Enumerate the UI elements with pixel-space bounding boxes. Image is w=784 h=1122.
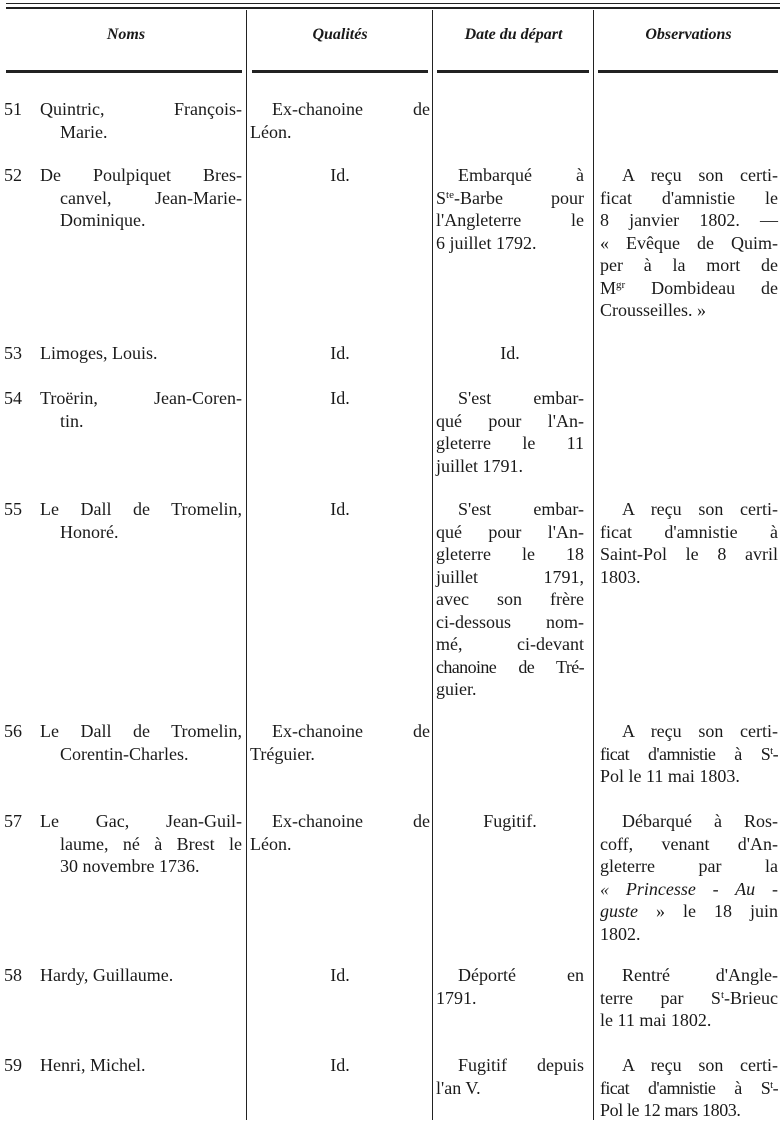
header-observations: Observations (645, 26, 732, 43)
date-cell: Fugitif. (483, 811, 537, 831)
name-cell: Troërin, Jean-Coren- tin. (40, 388, 242, 431)
name-cell: Le Dall de Tromelin, Corentin-Charles. (40, 721, 242, 764)
row-number: 57 (4, 811, 22, 831)
name-cell: Le Dall de Tromelin, Honoré. (40, 499, 242, 542)
qualite-cell: Ex-chanoine de Léon. (250, 99, 430, 142)
qualite-cell: Id. (330, 165, 350, 185)
row-number: 51 (4, 99, 22, 119)
observations-cell: A reçu son certi- ficat d'amnistie à $S^t-$ Pol le 12 mars 1803. (600, 1055, 778, 1120)
top-rule-thin (6, 3, 780, 4)
date-cell: Embarqué à $S^{te}$-Barbe pour l'Angleterre le 6 juillet 1792. (436, 165, 584, 253)
observations-cell: A reçu son certi- ficat d'amnistie à $S^t-$ Pol le 11 mai 1803. (600, 721, 778, 786)
header-qualites: Qualités (312, 26, 368, 43)
row-number: 59 (4, 1055, 22, 1075)
qualite-cell: Id. (330, 499, 350, 519)
qualite-cell: Id. (330, 388, 350, 408)
name-cell: Hardy, Guillaume. (40, 965, 174, 985)
row-number: 54 (4, 388, 22, 408)
name-cell: Henri, Michel. (40, 1055, 146, 1075)
row-number: 52 (4, 165, 22, 185)
qualite-cell: Id. (330, 1055, 350, 1075)
observations-cell: A reçu son certi- ficat d'amnistie le 8 janvier 1802. — « Evêque de Quim- per à la mort de $M^{gr}$ Dombideau de Crousseilles. » (600, 165, 778, 320)
date-cell: S'est embar- qué pour l'An- gleterre le 18 juillet 1791, avec son frère ci-dessous nom- mé, ci-devant chanoine de Tré- guier. (436, 499, 584, 699)
date-cell: Fugitif depuis l'an V. (436, 1055, 584, 1098)
date-cell: Id. (500, 343, 520, 363)
name-cell: De Poulpiquet Bres- canvel, Jean-Marie- Dominique. (40, 165, 242, 230)
header-rule-1 (6, 70, 242, 73)
name-cell: Le Gac, Jean-Guil- laume, né à Brest le 30 novembre 1736. (40, 811, 242, 876)
header-date-depart: Date du départ (464, 26, 563, 43)
qualite-cell: Ex-chanoine de Tréguier. (250, 721, 430, 764)
header-rule-3 (437, 70, 589, 73)
row-number: 56 (4, 721, 22, 741)
header-noms: Noms (106, 26, 146, 43)
observations-cell: Rentré d'Angle- terre par $S^t$-Brieuc le 11 mai 1802. (600, 965, 778, 1030)
name-cell: Limoges, Louis. (40, 343, 158, 363)
qualite-cell: Id. (330, 343, 350, 363)
qualite-cell: Id. (330, 965, 350, 985)
date-cell: Déporté en 1791. (436, 965, 584, 1008)
top-rule-thick (6, 7, 780, 9)
column-divider-2 (432, 10, 433, 1120)
row-number: 55 (4, 499, 22, 519)
row-number: 53 (4, 343, 22, 363)
header-rule-4 (598, 70, 778, 73)
column-divider-3 (593, 10, 594, 1120)
observations-cell: Débarqué à Ros- coff, venant d'An- gleterre par la « Princesse - Au - guste » le 18 juin 1802. (600, 811, 778, 944)
qualite-cell: Ex-chanoine de Léon. (250, 811, 430, 854)
column-divider-1 (246, 10, 247, 1120)
observations-cell: A reçu son certi- ficat d'amnistie à Saint-Pol le 8 avril 1803. (600, 499, 778, 587)
row-number: 58 (4, 965, 22, 985)
header-rule-2 (252, 70, 428, 73)
name-cell: Quintric, François- Marie. (40, 99, 242, 142)
date-cell: S'est embar- qué pour l'An- gleterre le 11 juillet 1791. (436, 388, 584, 476)
